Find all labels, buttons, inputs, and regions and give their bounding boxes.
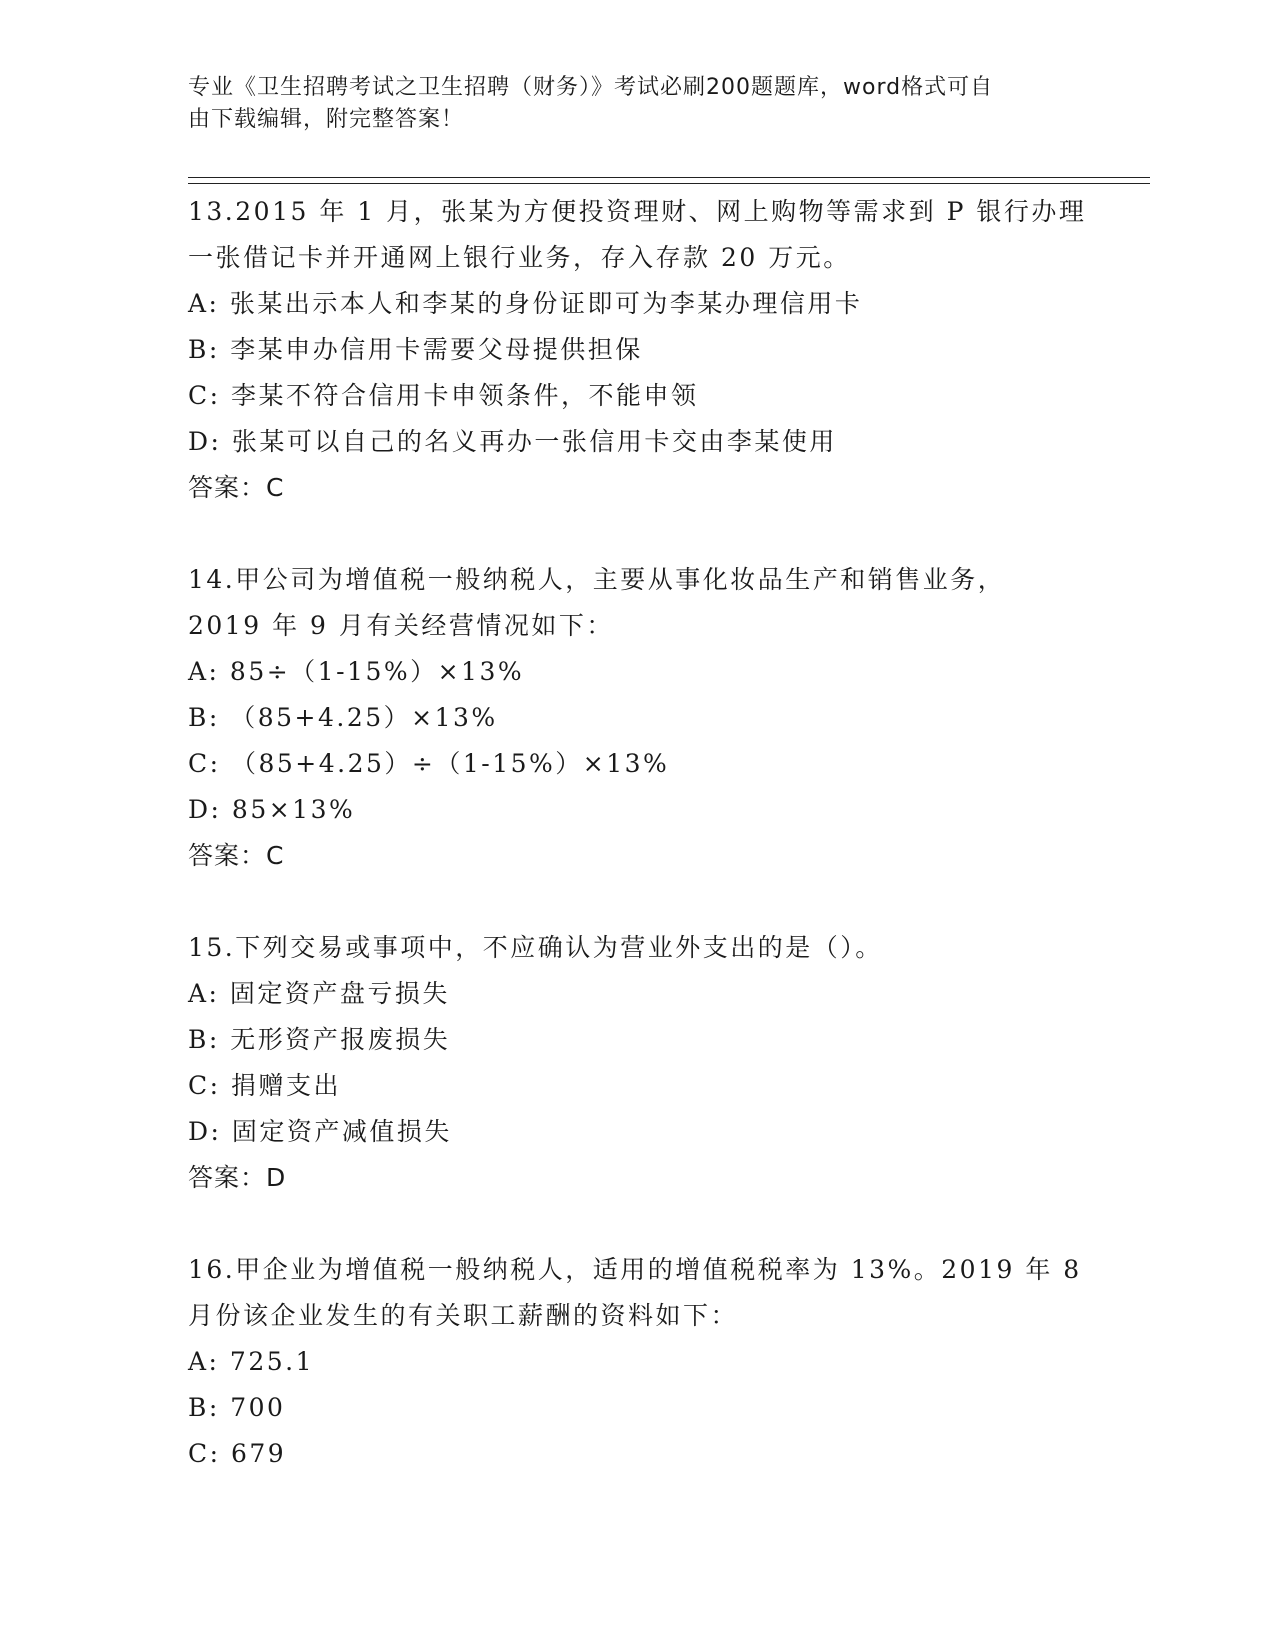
question-stem-line: 14.甲公司为增值税一般纳税人，主要从事化妆品生产和销售业务， [188, 565, 1006, 594]
question-13 [188, 189, 1088, 511]
question-14 [188, 557, 1088, 879]
question-stem-line: 15.下列交易或事项中，不应确认为营业外支出的是（）。 [188, 933, 883, 962]
option-b: B: 李某申办信用卡需要父母提供担保 [188, 335, 643, 364]
option-d: D: 张某可以自己的名义再办一张信用卡交由李某使用 [188, 427, 837, 456]
option-a: A: 85÷（1-15%）×13% [188, 657, 525, 686]
option-d: D: 固定资产减值损失 [188, 1117, 452, 1146]
question-stem-line: 月份该企业发生的有关职工薪酬的资料如下： [188, 1301, 739, 1330]
option-d: D: 85×13% [188, 795, 356, 824]
option-c: C: 679 [188, 1439, 287, 1468]
option-b: B: （85+4.25）×13% [188, 703, 498, 732]
answer-line: 答案：C [188, 473, 285, 502]
option-a: A: 725.1 [188, 1347, 314, 1376]
question-stem-line: 2019 年 9 月有关经营情况如下： [188, 611, 614, 640]
option-b: B: 700 [188, 1393, 286, 1422]
option-c: C: 李某不符合信用卡申领条件，不能申领 [188, 381, 699, 410]
document-header [188, 72, 1068, 136]
option-a: A: 固定资产盘亏损失 [188, 979, 450, 1008]
question-stem-line: 一张借记卡并开通网上银行业务，存入存款 20 万元。 [188, 243, 851, 272]
question-list [188, 189, 1088, 1477]
option-b: B: 无形资产报废损失 [188, 1025, 451, 1054]
header-line-2: 由下载编辑，附完整答案！ [188, 107, 465, 132]
question-stem-line: 13.2015 年 1 月，张某为方便投资理财、网上购物等需求到 P 银行办理 [188, 197, 1087, 226]
option-a: A: 张某出示本人和李某的身份证即可为李某办理信用卡 [188, 289, 863, 318]
answer-line: 答案：C [188, 841, 285, 870]
answer-line: 答案：D [188, 1163, 287, 1192]
option-c: C: （85+4.25）÷（1-15%）×13% [188, 749, 670, 778]
header-divider-bottom [188, 183, 1150, 184]
option-c: C: 捐赠支出 [188, 1071, 341, 1100]
question-15 [188, 925, 1088, 1201]
header-line-1: 专业《卫生招聘考试之卫生招聘（财务）》考试必刷200题题库，word格式可自 [188, 75, 994, 100]
header-divider-top [188, 177, 1150, 178]
question-stem-line: 16.甲企业为增值税一般纳税人，适用的增值税税率为 13%。2019 年 8 [188, 1255, 1082, 1284]
question-16 [188, 1247, 1088, 1477]
